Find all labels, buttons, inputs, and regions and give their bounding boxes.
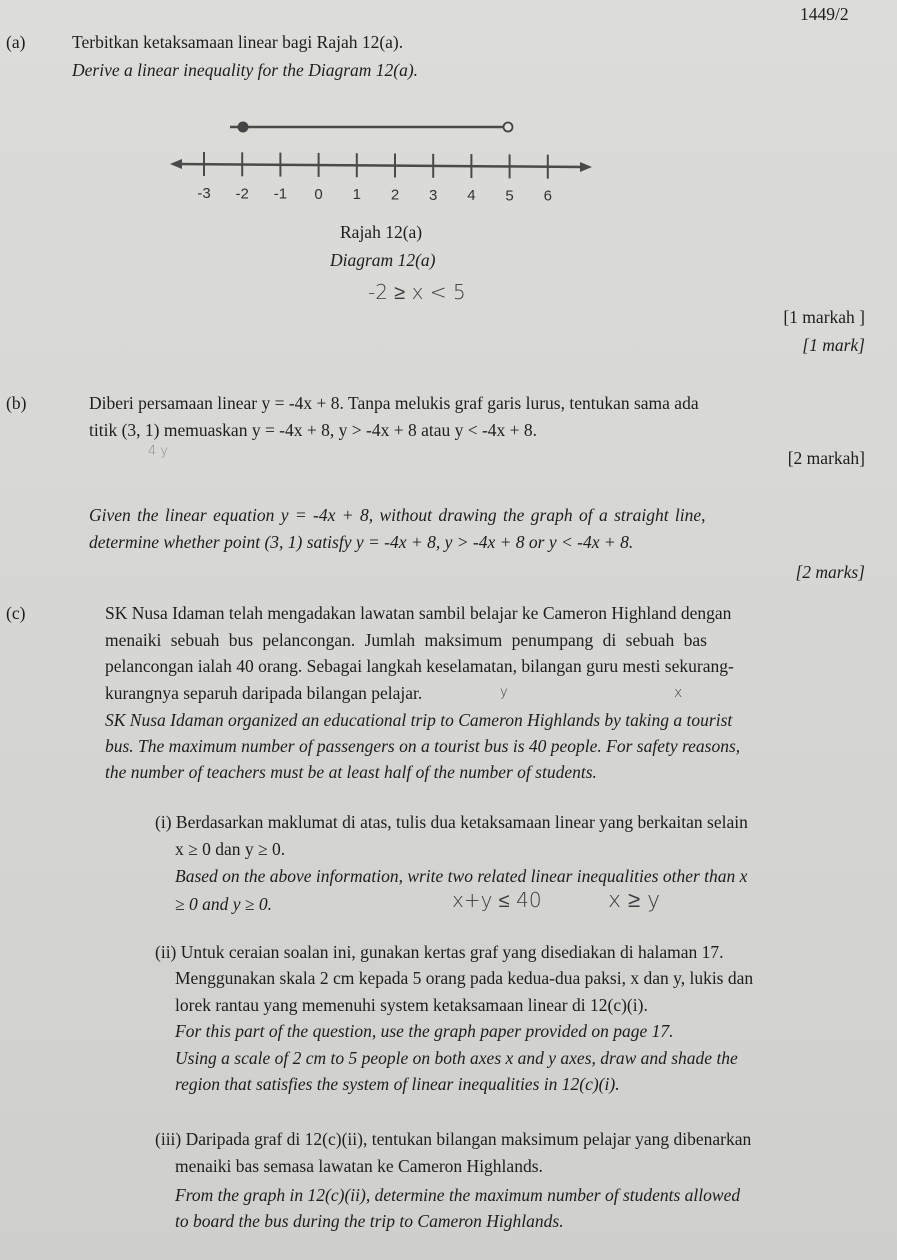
part-b-ms-line: Diberi persamaan linear y = -4x + 8. Tanpa melukis graf garis lurus, tentukan sama ada <box>89 393 699 413</box>
part-c-iii-en-line: From the graph in 12(c)(ii), determine the maximum number of students allowed <box>175 1185 741 1205</box>
handwritten-inequality-1: x+y ≤ 40 <box>452 888 542 912</box>
tick-label: -2 <box>235 185 249 203</box>
part-c-i-en-line: ≥ 0 and y ≥ 0. <box>175 894 272 914</box>
part-b-en-line: Given the linear equation y = -4x + 8, without drawing the graph of a straight line, <box>89 505 706 525</box>
paper-code: 1449/2 <box>800 4 849 24</box>
part-c-iii-en-line: to board the bus during the trip to Cameron Highlands. <box>175 1211 564 1231</box>
tick-label: -1 <box>273 185 288 203</box>
part-c-ii-en-line: region that satisfies the system of linear inequalities in 12(c)(i). <box>175 1074 620 1094</box>
tick-label: 4 <box>467 187 476 205</box>
handwritten-answer-a: -2 ≥ x < 5 <box>368 280 466 304</box>
part-b-en-line: determine whether point (3, 1) satisfy y = -4x + 8, y > -4x + 8 or y < -4x + 8. <box>89 532 634 552</box>
left-arrow-icon <box>170 159 182 169</box>
part-c-ii-en-line: Using a scale of 2 cm to 5 people on both axes x and y axes, draw and shade the <box>175 1048 738 1068</box>
tick-label: 0 <box>314 185 323 203</box>
marks-a-ms: [1 markah ] <box>783 307 865 327</box>
part-c-ms-line: kurangnya separuh daripada bilangan pelajar. <box>105 683 423 703</box>
handwritten-note-x: x <box>674 685 683 701</box>
number-line <box>0 110 897 210</box>
marks-a-en: [1 mark] <box>802 335 865 355</box>
tick-label: -3 <box>197 185 211 202</box>
tick-label: 5 <box>505 187 514 205</box>
handwritten-note-b: 4 y <box>148 444 169 459</box>
part-c-ii-ms-line: (ii) Untuk ceraian soalan ini, gunakan kertas graf yang disediakan di halaman 17. <box>155 942 724 962</box>
marks-b-ms: [2 markah] <box>787 448 865 468</box>
tick-label: 3 <box>429 186 438 204</box>
part-c-ii-ms-line: lorek rantau yang memenuhi system ketaksamaan linear di 12(c)(i). <box>175 995 648 1015</box>
part-c-ms-line: pelancongan ialah 40 orang. Sebagai langkah keselamatan, bilangan guru mesti sekurang- <box>105 656 734 676</box>
part-c-i-ms-line: x ≥ 0 dan y ≥ 0. <box>175 839 286 859</box>
handwritten-inequality-2: x ≥ y <box>608 888 661 913</box>
handwritten-note-y: y <box>500 685 508 700</box>
part-c-en-line: SK Nusa Idaman organized an educational trip to Cameron Highlands by taking a tourist <box>105 710 733 730</box>
tick-label: 6 <box>543 187 552 205</box>
open-dot <box>504 123 513 132</box>
part-c-ii-en-line: For this part of the question, use the graph paper provided on page 17. <box>175 1021 674 1041</box>
tick-label: 1 <box>352 186 361 204</box>
part-c-en-line: the number of teachers must be at least half of the number of students. <box>105 762 597 782</box>
caption-ms: Rajah 12(a) <box>340 222 423 242</box>
part-c-en-line: bus. The maximum number of passengers on a tourist bus is 40 people. For safety reasons, <box>105 736 741 756</box>
part-c-iii-ms-line: (iii) Daripada graf di 12(c)(ii), tentukan bilangan maksimum pelajar yang dibenarkan <box>155 1129 752 1149</box>
part-c-ms-line: SK Nusa Idaman telah mengadakan lawatan sambil belajar ke Cameron Highland dengan <box>105 603 732 623</box>
closed-dot <box>238 122 249 133</box>
part-a-label: (a) <box>6 32 26 52</box>
part-b-ms-line: titik (3, 1) memuaskan y = -4x + 8, y > -4x + 8 atau y < -4x + 8. <box>89 420 538 440</box>
marks-b-en: [2 marks] <box>795 562 865 582</box>
part-c-ms-line: menaiki sebuah bus pelancongan. Jumlah maksimum penumpang di sebuah bas <box>105 630 707 650</box>
part-b-label: (b) <box>6 393 27 413</box>
part-a-question-en: Derive a linear inequality for the Diagram 12(a). <box>72 60 419 80</box>
part-c-ii-ms-line: Menggunakan skala 2 cm kepada 5 orang pada kedua-dua paksi, x dan y, lukis dan <box>175 968 754 988</box>
right-arrow-icon <box>580 162 592 172</box>
part-c-label: (c) <box>6 603 26 623</box>
axis-line <box>176 164 585 167</box>
part-c-iii-ms-line: menaiki bas semasa lawatan ke Cameron Highlands. <box>175 1156 543 1176</box>
part-a-question-ms: Terbitkan ketaksamaan linear bagi Rajah 12(a). <box>72 32 404 52</box>
caption-en: Diagram 12(a) <box>330 250 436 270</box>
part-c-i-ms-line: (i) Berdasarkan maklumat di atas, tulis dua ketaksamaan linear yang berkaitan selain <box>155 812 748 832</box>
tick-label: 2 <box>390 186 400 204</box>
part-c-i-en-line: Based on the above information, write two related linear inequalities other than x <box>175 866 748 886</box>
